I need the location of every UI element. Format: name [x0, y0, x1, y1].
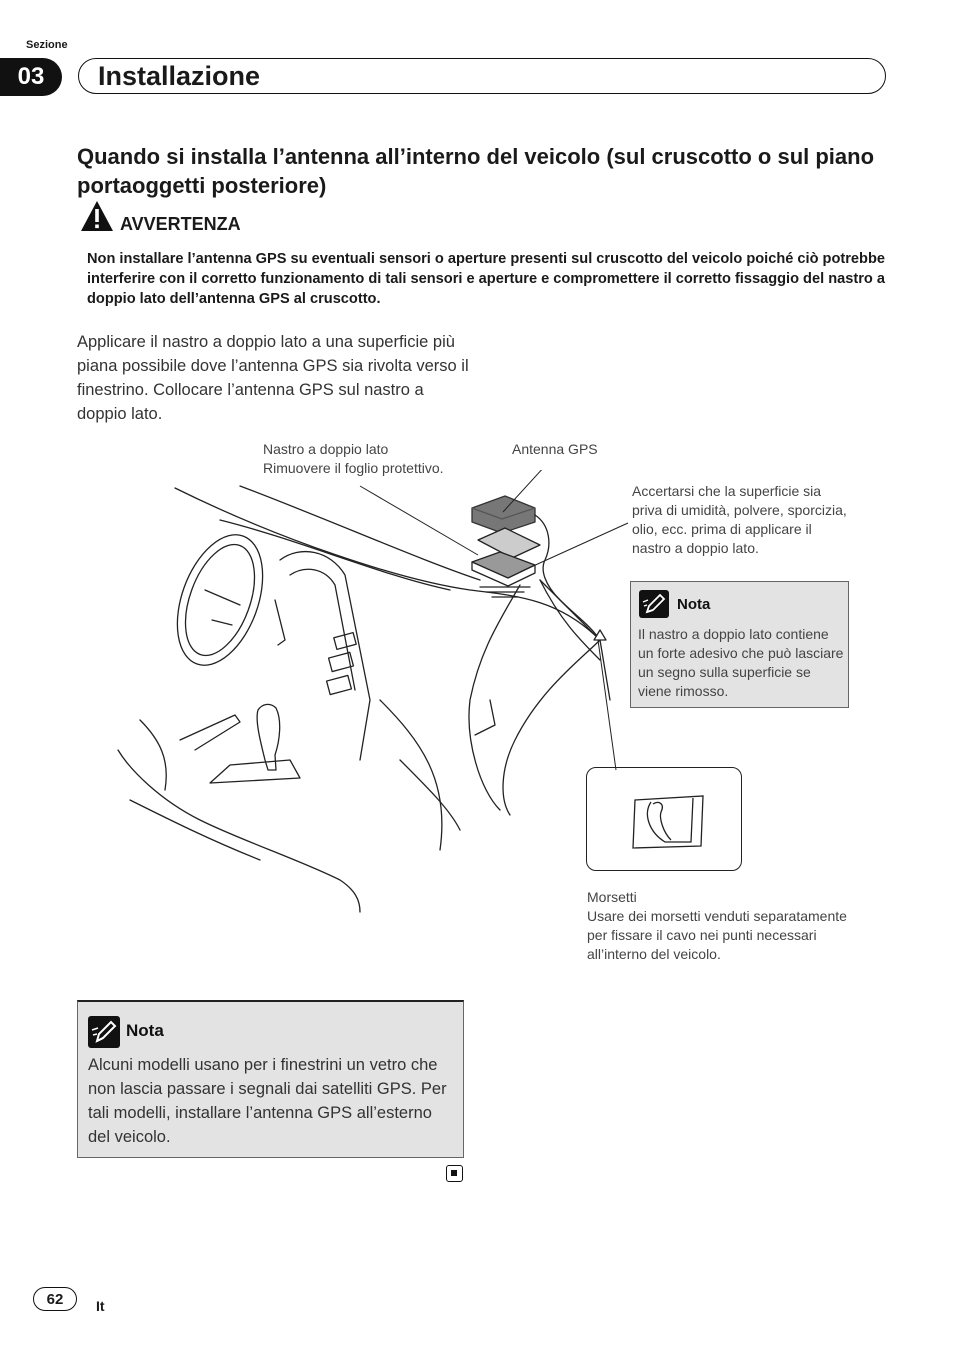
- clamps-label: [587, 888, 857, 964]
- warning-title: AVVERTENZA: [120, 214, 241, 234]
- nota-small-text: Il nastro a doppio lato contiene un forte adesivo che può lasciare un segno sulla superficie se viene rimosso.: [638, 626, 844, 699]
- section-title: Installazione: [98, 61, 261, 91]
- warning-text: Non installare l’antenna GPS su eventuali sensori o aperture presenti sul cruscotto del veicolo poiché ciò potrebbe interferire con il corretto funzionamento di tali sensori e aperture e compromettere il corretto fissaggio del nastro a doppio lato dell’antenna GPS al cruscotto.: [87, 251, 885, 307]
- surface-note: Accertarsi che la superficie sia priva di umidità, polvere, sporcizia, olio, ecc. prima di applicare il nastro a doppio lato.: [632, 483, 847, 556]
- page-number: 62: [33, 1287, 77, 1311]
- clamps-title: Morsetti: [587, 889, 637, 905]
- language-code: It: [96, 1298, 105, 1314]
- section-number-badge: 03: [0, 58, 62, 96]
- warning-icon: [80, 200, 114, 232]
- nota-main-text: Alcuni modelli usano per i finestrini un vetro che non lascia passare i segnali dai satelliti GPS. Per tali modelli, installare l’antenna GPS all’esterno del veicolo.: [88, 1056, 447, 1146]
- nota-small-title: Nota: [677, 596, 711, 613]
- antenna-label: Antenna GPS: [512, 441, 598, 457]
- tape-label-line-1: Nastro a doppio lato: [263, 441, 389, 457]
- nota-box-small: [630, 581, 849, 708]
- page-heading: Quando si installa l’antenna all’interno del veicolo (sul cruscotto o sul piano portaoggetti posteriore): [77, 144, 875, 198]
- callout-leader-lines: [350, 470, 650, 780]
- end-of-section-mark: [446, 1165, 463, 1182]
- tape-label-line-2: Rimuovere il foglio protettivo.: [263, 460, 444, 476]
- pencil-note-icon: [639, 590, 669, 618]
- section-label: Sezione: [26, 39, 68, 51]
- tape-label: [263, 440, 503, 478]
- nota-box-main: [77, 1000, 464, 1158]
- pencil-note-icon: [88, 1016, 120, 1048]
- clamps-text: Usare dei morsetti venduti separatamente per fissare il cavo nei punti necessari all’interno del veicolo.: [587, 908, 847, 962]
- clamp-detail-frame: [586, 767, 742, 871]
- clamp-icon: [631, 792, 705, 850]
- nota-main-title: Nota: [126, 1021, 164, 1040]
- instruction-paragraph: Applicare il nastro a doppio lato a una superficie più piana possibile dove l’antenna GPS sia rivolta verso il finestrino. Collocare l’antenna GPS sul nastro a doppio lato.: [77, 333, 469, 423]
